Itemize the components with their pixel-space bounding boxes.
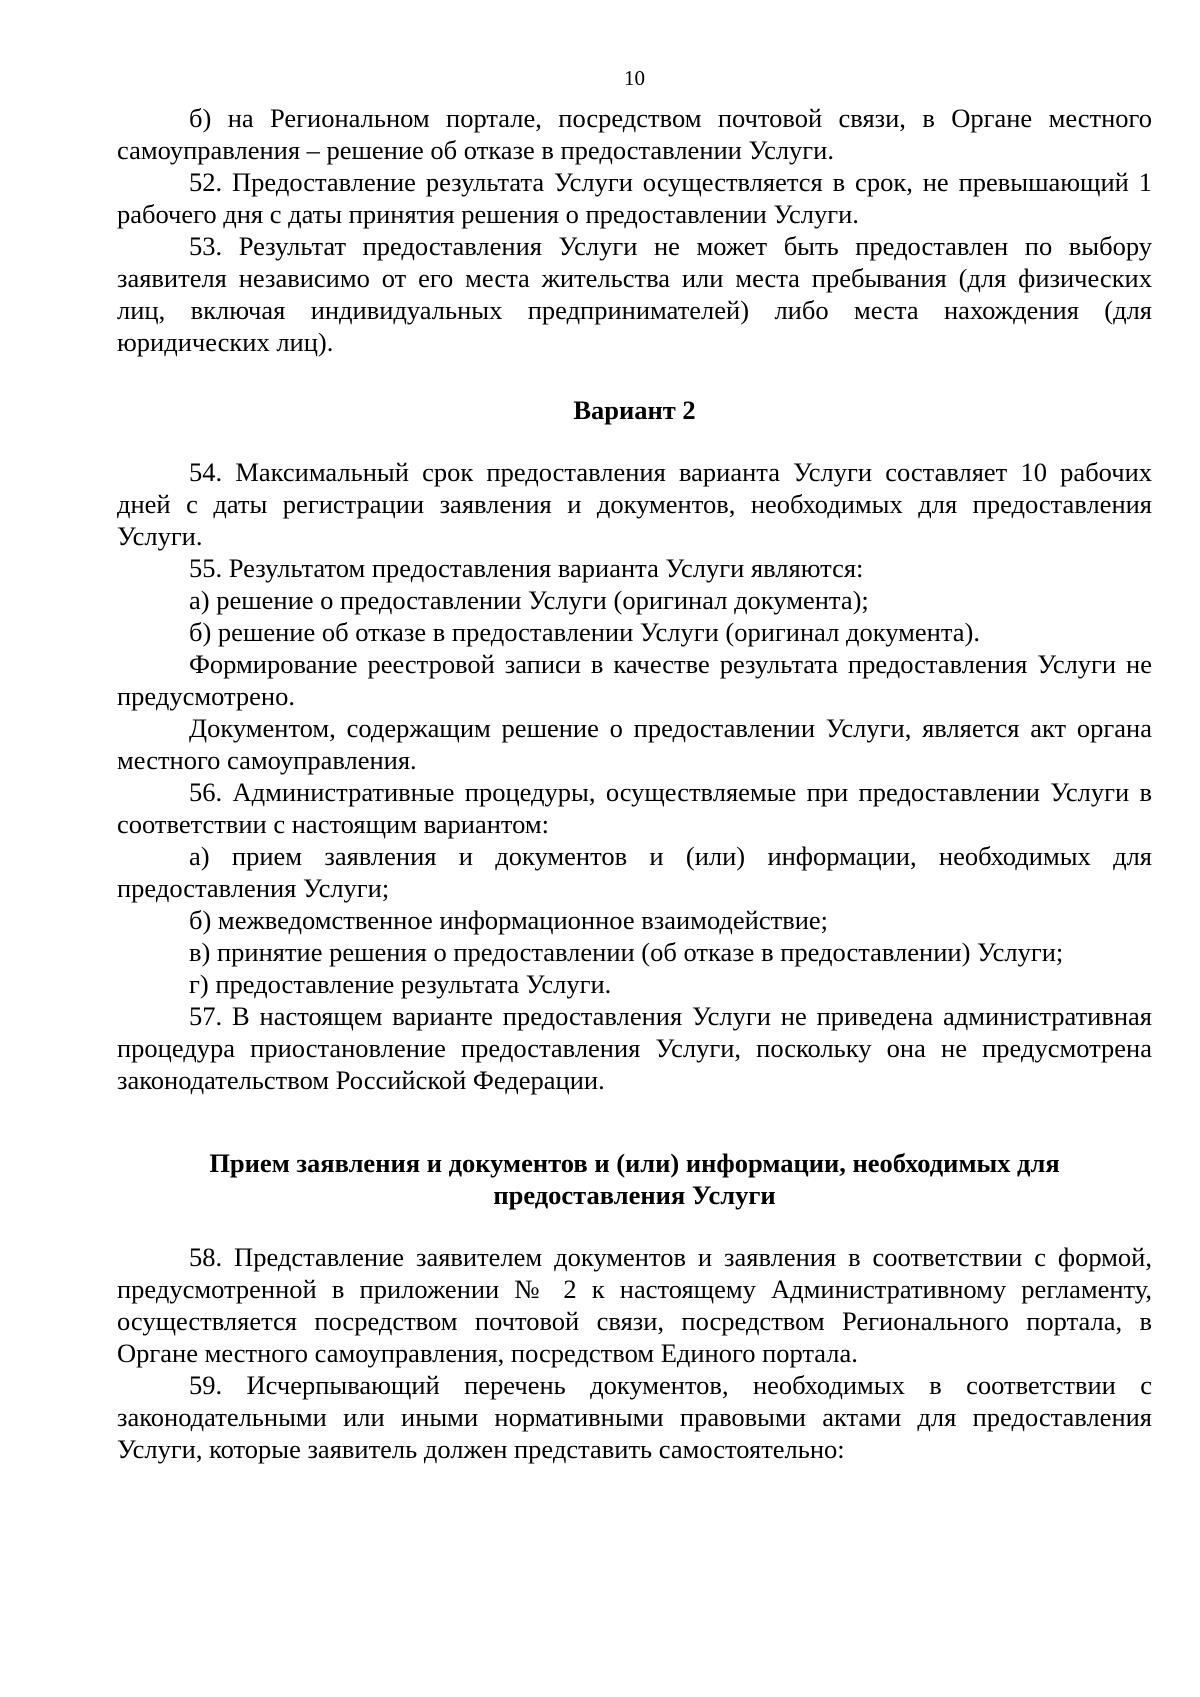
- paragraph-55a: а) решение о предоставлении Услуги (оригинал документа);: [189, 585, 869, 615]
- paragraph-51b: б) на Региональном портале, посредством почтовой связи, в Органе местного самоуправления – решение об отказе в предоставлении Услуги.: [117, 103, 1152, 165]
- section-heading-variant-2: Вариант 2: [573, 395, 696, 425]
- paragraph-56d: г) предоставление результата Услуги.: [189, 969, 612, 999]
- paragraph-52: 52. Предоставление результата Услуги осуществляется в срок, не превышающий 1 рабочего дня с даты принятия решения о предоставлении Услуги.: [117, 167, 1152, 229]
- paragraph-decision-document: Документом, содержащим решение о предоставлении Услуги, является акт органа местного самоуправления.: [117, 713, 1152, 775]
- paragraph-56: 56. Административные процедуры, осуществляемые при предоставлении Услуги в соответствии с настоящим вариантом:: [117, 777, 1152, 839]
- paragraph-54: 54. Максимальный срок предоставления варианта Услуги составляет 10 рабочих дней с даты регистрации заявления и документов, необходимых для предоставления Услуги.: [117, 457, 1152, 551]
- page-number: 10: [624, 66, 645, 90]
- paragraph-53: 53. Результат предоставления Услуги не может быть предоставлен по выбору заявителя независимо от его места жительства или места пребывания (для физических лиц, включая индивидуальных предпринимателей) либо места нахождения (для юридических лиц).: [117, 231, 1152, 357]
- section-heading-application-intake: Прием заявления и документов и (или) информации, необходимых для предоставления Услуги: [209, 1148, 1060, 1210]
- paragraph-56b: б) межведомственное информационное взаимодействие;: [189, 905, 829, 935]
- paragraph-55: 55. Результатом предоставления варианта Услуги являются:: [189, 553, 864, 583]
- paragraph-56a: а) прием заявления и документов и (или) информации, необходимых для предоставления Услуги;: [117, 841, 1152, 903]
- paragraph-registry-record: Формирование реестровой записи в качестве результата предоставления Услуги не предусмотрено.: [117, 649, 1152, 711]
- paragraph-57: 57. В настоящем варианте предоставления Услуги не приведена административная процедура приостановление предоставления Услуги, поскольку она не предусмотрена законодательством Российской Федерации.: [117, 1001, 1152, 1095]
- paragraph-55b: б) решение об отказе в предоставлении Услуги (оригинал документа).: [189, 617, 980, 647]
- document-page: [117, 66, 1152, 1465]
- paragraph-58: 58. Представление заявителем документов и заявления в соответствии с формой, предусмотренной в приложении № 2 к настоящему Административному регламенту, осуществляется посредством почтовой связи, посредством Регионального портала, в Органе местного самоуправления, посредством Единого портала.: [117, 1242, 1152, 1368]
- paragraph-56c: в) принятие решения о предоставлении (об отказе в предоставлении) Услуги;: [189, 937, 1064, 967]
- paragraph-59: 59. Исчерпывающий перечень документов, необходимых в соответствии с законодательными или иными нормативными правовыми актами для предоставления Услуги, которые заявитель должен представить самостоятельно:: [117, 1370, 1152, 1464]
